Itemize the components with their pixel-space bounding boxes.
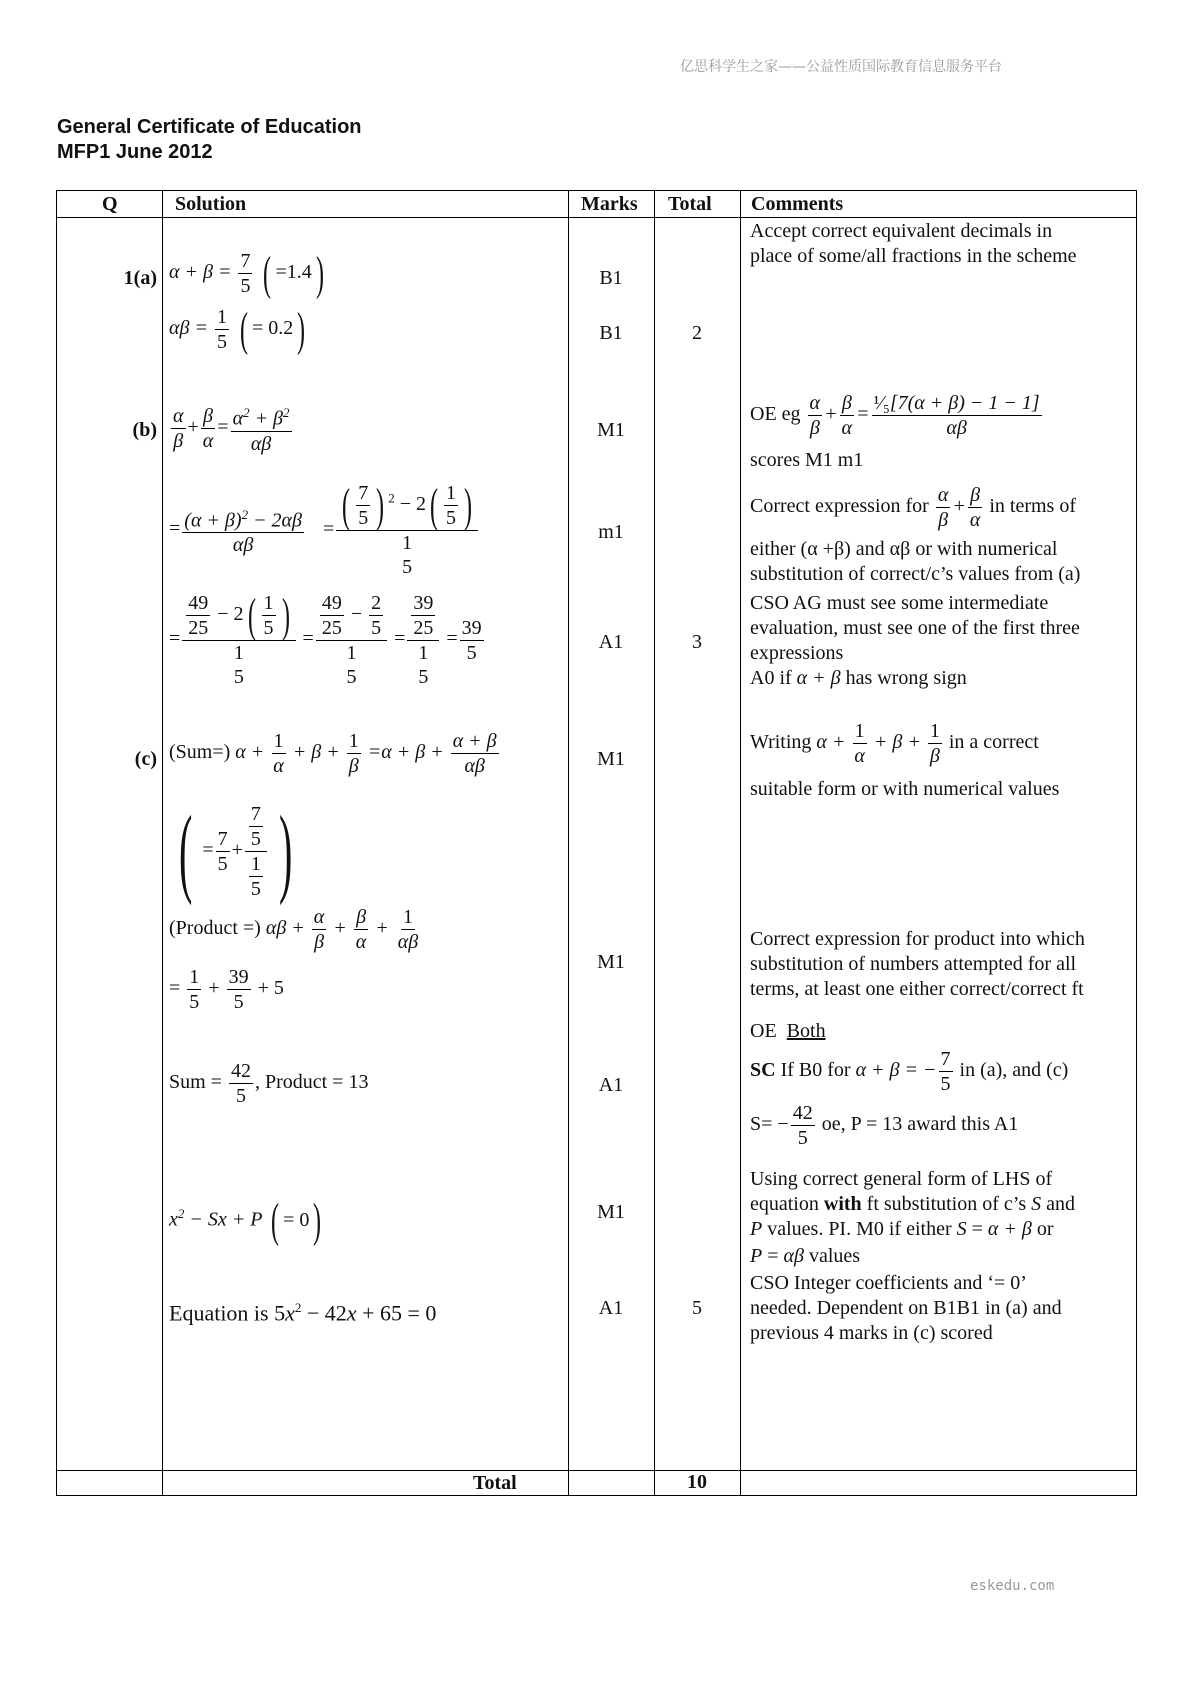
total-1a: 2 xyxy=(692,322,702,344)
header-subtitle: MFP1 June 2012 xyxy=(57,141,213,163)
comment-oe-eg: OE eg $\frac{\alpha}{\beta}$ + $\frac{\beta}{\alpha}$ = $\frac{\text{¹⁄₅[7(α + β) − 1 − 1]}}{\alpha\beta}$ xyxy=(750,392,1040,439)
equation-text: − 42 xyxy=(301,1300,347,1326)
document-header xyxy=(57,115,362,165)
comment-line: place of some/all fractions in the scheme xyxy=(750,245,1077,267)
solution-c-quadratic-form: $x^2 - Sx + P$ ( = 0) xyxy=(169,1194,322,1247)
comment-scores: scores M1 m1 xyxy=(750,449,864,471)
comment-s-value: S= − $\frac{42}{5}$ oe, P = 13 award this A1 xyxy=(750,1102,1019,1149)
comment-text: values. PI. M0 if either xyxy=(767,1218,952,1240)
comment-text: Writing xyxy=(750,731,812,754)
comment-text: in a correct xyxy=(948,731,1039,754)
mark-a1: A1 xyxy=(598,1074,624,1096)
equation-text: Equation is 5 xyxy=(169,1300,286,1326)
comment-pi: P values. PI. M0 if either S = α + β or xyxy=(750,1218,1054,1240)
solution-c-equation: Equation is $5x^2 - 42x + 65 = 0$ xyxy=(169,1300,437,1326)
comment-line: terms, at least one either correct/correct ft xyxy=(750,978,1084,1000)
comment-line: suitable form or with numerical values xyxy=(750,778,1060,800)
product-label: (Product =) xyxy=(169,917,261,940)
comment-line: evaluation, must see one of the first three xyxy=(750,617,1080,639)
total-label: Total xyxy=(473,1472,517,1494)
comment-wrong-sign: A0 if α + β has wrong sign xyxy=(750,667,967,689)
comment-text: S= xyxy=(750,1113,773,1136)
comment-text: with xyxy=(823,1193,862,1215)
solution-product-roots: αβ = $\frac{1}{5}$ ( = 0.2) xyxy=(169,302,306,356)
question-label-1b: (b) xyxy=(132,419,157,441)
col-header-total: Total xyxy=(668,193,712,215)
question-label-1a: 1(a) xyxy=(123,267,157,289)
col-divider xyxy=(740,191,741,1495)
mark-scheme-table xyxy=(56,190,1137,1496)
col-divider xyxy=(162,191,163,1495)
comment-text: ft substitution of c’s xyxy=(866,1193,1027,1215)
solution-b-step3: = $\frac{49}{25}$ − 2( $\frac{1}{5}$ ) 1 5 = $\frac{49}{25}$ − $\frac{2}{5}$ 1 5 = $\frac{39}{25}$ 1 5 = $\frac{39}{5}$ xyxy=(169,588,482,688)
comment-text: OE xyxy=(750,1020,777,1042)
product-result: , Product = 13 xyxy=(254,1071,369,1094)
solution-c-product-numeric: = $\frac{1}{5}$ + $\frac{39}{5}$ + 5 xyxy=(169,966,284,1013)
grand-total: 10 xyxy=(687,1471,707,1493)
comment-line: Using correct general form of LHS of xyxy=(750,1168,1053,1190)
col-header-solution: Solution xyxy=(175,193,247,215)
mark-m1: M1 xyxy=(597,951,625,973)
watermark-top: 亿思科学生之家——公益性质国际教育信息服务平台 xyxy=(680,59,1002,75)
comment-text: Both xyxy=(786,1020,826,1042)
solution-b-step2: = $\frac{(\alpha + \beta)^2 - 2\alpha\beta}{\alpha\beta}$ = ( $\frac{7}{5}$ ) $^2$ − 2( $\frac{1}{5}$ ) 1 5 xyxy=(169,481,480,579)
col-header-comments: Comments xyxy=(751,193,844,215)
col-header-q: Q xyxy=(102,193,118,215)
comment-line: Accept correct equivalent decimals in xyxy=(750,220,1053,242)
comment-line: CSO Integer coefficients and ‘= 0’ xyxy=(750,1272,1027,1294)
col-header-marks: Marks xyxy=(581,193,638,215)
solution-b-step1: $\frac{\alpha}{\beta}$ + $\frac{\beta}{\alpha}$ = $\frac{\alpha^2 + \beta^2}{\alpha\beta}$ xyxy=(169,401,294,456)
mark-b1: B1 xyxy=(599,267,623,289)
comment-p-values: P = αβ values xyxy=(750,1245,861,1267)
comment-writing: Writing α + $\frac{1}{\alpha}$ + β + $\frac{1}{\beta}$ in a correct xyxy=(750,720,1039,767)
comment-text: oe, P = 13 award this A1 xyxy=(821,1113,1019,1136)
question-label-1c: (c) xyxy=(134,748,157,770)
solution-c-sum-numeric: ( = $\frac{7}{5}$ + $\frac{\frac{7}{5}}{\frac{1}{5}}$ ) xyxy=(178,795,293,906)
comment-line: previous 4 marks in (c) scored xyxy=(750,1322,993,1344)
solution-sum-roots: α + β = $\frac{7}{5}$ ( =1.4) xyxy=(169,246,324,300)
comment-text: Correct expression for xyxy=(750,495,929,518)
comment-text: in terms of xyxy=(989,495,1076,518)
comment-with-ft: equation with ft substitution of c’s S and xyxy=(750,1193,1076,1215)
comment-text: has wrong sign xyxy=(845,667,967,689)
mark-m1: M1 xyxy=(597,419,625,441)
comment-oe-both xyxy=(750,1019,826,1044)
total-row-divider xyxy=(57,1470,1136,1471)
comment-text: in (a), and (c) xyxy=(959,1059,1069,1082)
mark-b1: B1 xyxy=(599,322,623,344)
sum-label: (Sum=) xyxy=(169,741,231,764)
comment-text: If B0 for xyxy=(780,1059,851,1082)
header-row-divider xyxy=(57,217,1136,218)
mark-m1: M1 xyxy=(597,748,625,770)
comment-line: expressions xyxy=(750,642,844,664)
comment-line: substitution of correct/c’s values from (a) xyxy=(750,563,1081,585)
watermark-bottom: eskedu.com xyxy=(970,1578,1055,1594)
mark-m1-lower: m1 xyxy=(598,521,624,543)
sum-result-label: Sum = xyxy=(169,1071,222,1094)
comment-line: needed. Dependent on B1B1 in (a) and xyxy=(750,1297,1062,1319)
comment-text: SC xyxy=(750,1059,776,1082)
comment-correct-expression: Correct expression for $\frac{\alpha}{\beta}$ + $\frac{\beta}{\alpha}$ in terms of xyxy=(750,484,1076,531)
comment-sc: SC If B0 for α + β = − $\frac{7}{5}$ in (a), and (c) xyxy=(750,1048,1069,1095)
comment-text: values xyxy=(808,1245,861,1267)
header-title: General Certificate of Education xyxy=(57,116,362,138)
comment-line: either (α +β) and αβ or with numerical xyxy=(750,538,1058,560)
solution-c-product: (Product =) αβ + $\frac{\alpha}{\beta}$ + $\frac{\beta}{\alpha}$ + $\frac{1}{\alpha\beta}$ xyxy=(169,906,419,953)
comment-text: A0 if xyxy=(750,667,792,689)
total-1b: 3 xyxy=(692,631,702,653)
mark-a1: A1 xyxy=(598,1297,624,1319)
mark-a1: A1 xyxy=(598,631,624,653)
mark-m1: M1 xyxy=(597,1201,625,1223)
comment-text: equation xyxy=(750,1193,819,1215)
comment-line: Correct expression for product into which xyxy=(750,928,1085,950)
total-1c: 5 xyxy=(692,1297,702,1319)
comment-text: OE eg xyxy=(750,403,801,426)
comment-line: CSO AG must see some intermediate xyxy=(750,592,1049,614)
solution-c-sum: (Sum=) α + $\frac{1}{\alpha}$ + β + $\frac{1}{\beta}$ =α + β + $\frac{\alpha + \beta}{\alpha\beta}$ xyxy=(169,730,497,777)
equation-text: + 65 = 0 xyxy=(356,1300,437,1326)
solution-c-result: Sum = $\frac{42}{5}$ , Product = 13 xyxy=(169,1060,369,1107)
comment-line: substitution of numbers attempted for all xyxy=(750,953,1077,975)
